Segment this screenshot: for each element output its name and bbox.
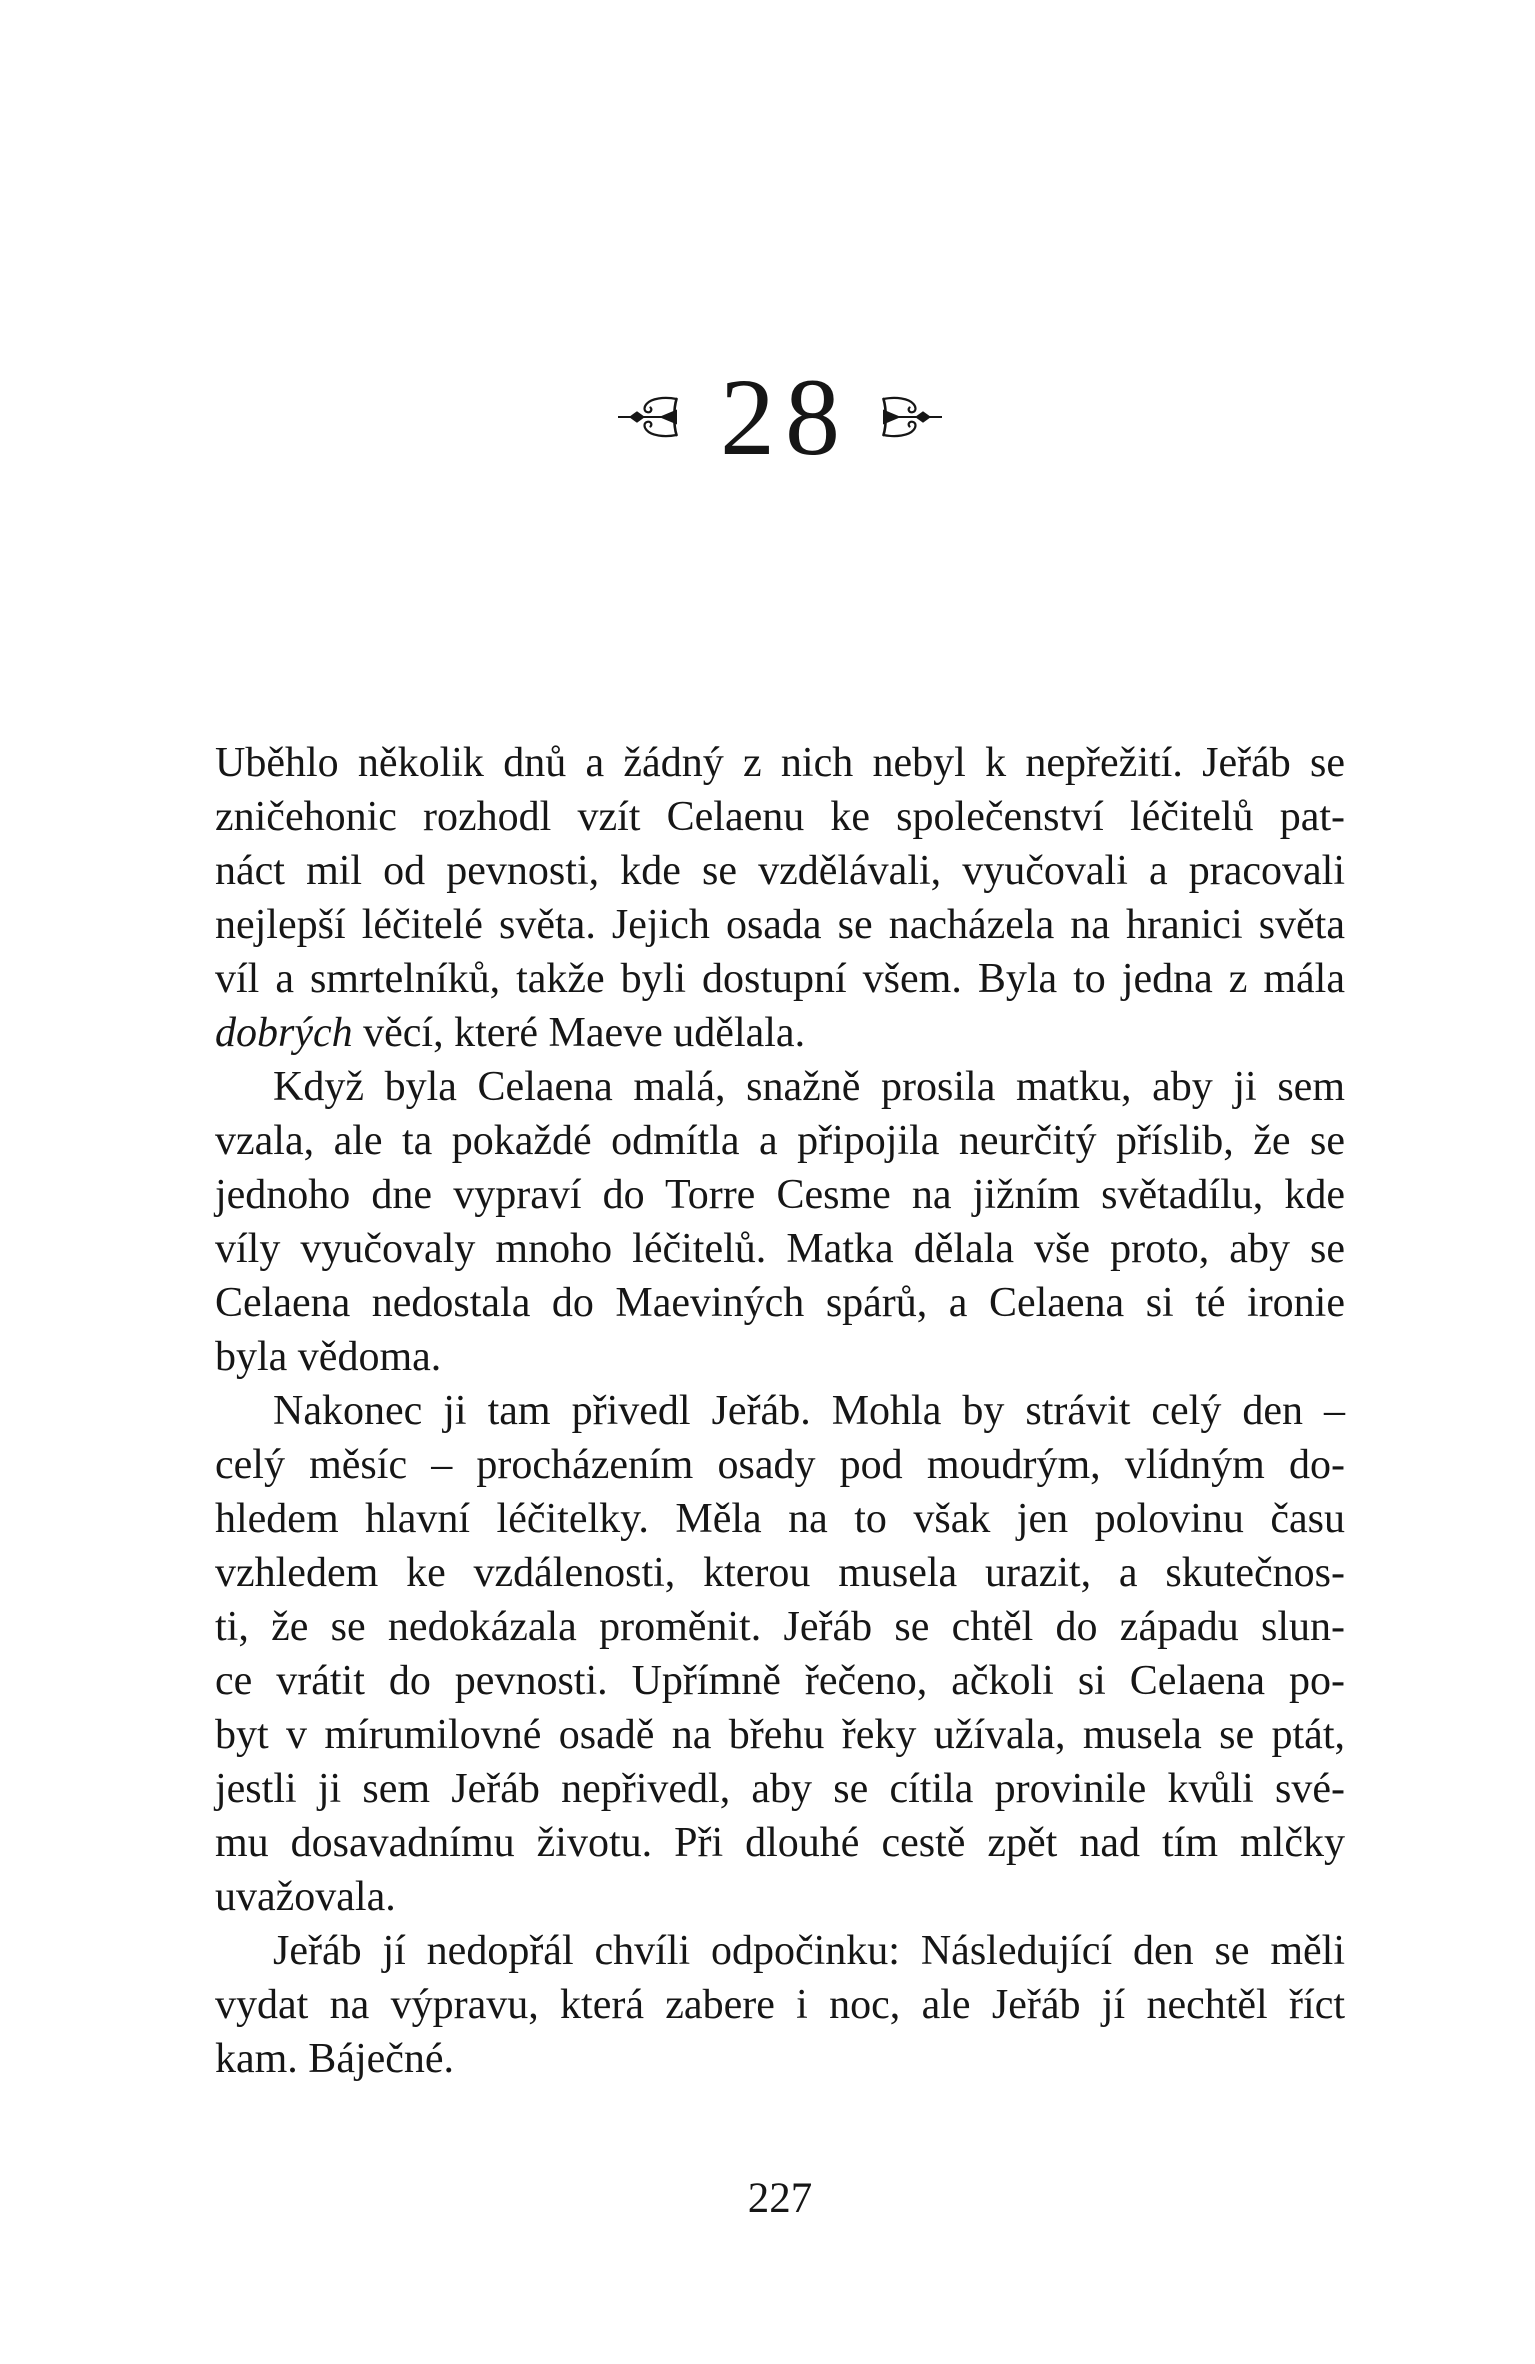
text-line: jednoho dne vypraví do Torre Cesme na jižním světadílu, kde (215, 1172, 1345, 1218)
text-line: víl a smrtelníků, takže byli dostupní všem. Byla to jedna z mála (215, 956, 1345, 1002)
text-line: jestli ji sem Jeřáb nepřivedl, aby se cítila provinile kvůli své- (215, 1766, 1345, 1812)
text-line: ti, že se nedokázala proměnit. Jeřáb se chtěl do západu slun- (215, 1604, 1345, 1650)
paragraph (215, 1384, 1345, 1924)
fleuron-right-icon (880, 396, 942, 438)
text-line: byla vědoma. (215, 1334, 442, 1380)
text-line: Jeřáb jí nedopřál chvíli odpočinku: Následující den se měli (273, 1928, 1345, 1974)
text-line: byt v mírumilovné osadě na břehu řeky užívala, musela se ptát, (215, 1712, 1345, 1758)
text-line: Když byla Celaena malá, snažně prosila matku, aby ji sem (273, 1064, 1345, 1110)
text-line: uvažovala. (215, 1874, 396, 1920)
text-line: vzhledem ke vzdálenosti, kterou musela urazit, a skutečnos- (215, 1550, 1345, 1596)
fleuron-left-icon (618, 396, 680, 438)
text-line: hledem hlavní léčitelky. Měla na to však jen polovinu času (215, 1496, 1345, 1542)
body-text (215, 736, 1345, 2086)
text-line: náct mil od pevnosti, kde se vzdělávali, vyučovali a pracovali (215, 848, 1345, 894)
text-line: vzala, ale ta pokaždé odmítla a připojila neurčitý příslib, že se (215, 1118, 1345, 1164)
text-line: mu dosavadnímu životu. Při dlouhé cestě zpět nad tím mlčky (215, 1820, 1345, 1866)
text-segment: věcí, které Maeve udělala. (352, 1010, 806, 1056)
text-line: celý měsíc – procházením osady pod moudrým, vlídným do- (215, 1442, 1345, 1488)
paragraph (215, 1924, 1345, 2086)
emphasized-word: dobrých (215, 1010, 353, 1056)
paragraph (215, 736, 1345, 1060)
chapter-number: 28 (720, 356, 850, 478)
text-line: Uběhlo několik dnů a žádný z nich nebyl k nepřežití. Jeřáb se (215, 740, 1345, 786)
text-line (215, 1006, 1345, 1060)
text-line: kam. Báječné. (215, 2036, 455, 2082)
text-line: Celaena nedostala do Maeviných spárů, a Celaena si té ironie (215, 1280, 1345, 1326)
text-line: ce vrátit do pevnosti. Upřímně řečeno, ačkoli si Celaena po- (215, 1658, 1345, 1704)
page-number: 227 (747, 2175, 813, 2222)
paragraph (215, 1060, 1345, 1384)
text-line: zničehonic rozhodl vzít Celaenu ke společenství léčitelů pat- (215, 794, 1345, 840)
text-line: víly vyučovaly mnoho léčitelů. Matka dělala vše proto, aby se (215, 1226, 1345, 1272)
chapter-heading (215, 356, 1345, 478)
text-line: Nakonec ji tam přivedl Jeřáb. Mohla by strávit celý den – (273, 1388, 1345, 1434)
text-line: nejlepší léčitelé světa. Jejich osada se nacházela na hranici světa (215, 902, 1345, 948)
text-line: vydat na výpravu, která zabere i noc, ale Jeřáb jí nechtěl říct (215, 1982, 1345, 2028)
